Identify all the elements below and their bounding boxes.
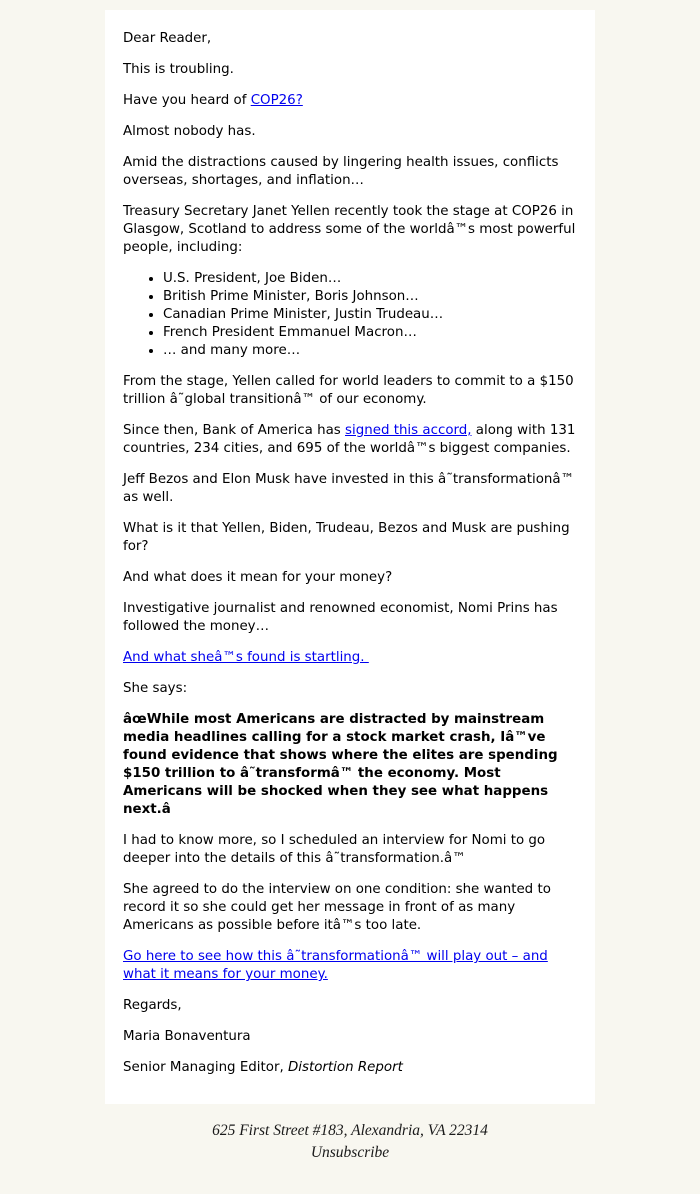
since-prefix-text: Since then, Bank of America has xyxy=(123,423,346,438)
signature-publication: Distortion Report xyxy=(287,1060,403,1075)
unsubscribe-link[interactable]: Unsubscribe xyxy=(310,1144,390,1161)
heard-prefix-text: Have you heard of xyxy=(123,93,251,108)
page-footer xyxy=(0,1120,700,1164)
list-item: • U.S. President, Joe Biden… xyxy=(163,270,577,288)
paragraph-go-here xyxy=(123,948,577,984)
paragraph-know-more: I had to know more, so I scheduled an interview for Nomi to go deeper into the details of this â˜transformation.â™ xyxy=(123,833,546,866)
go-here-link[interactable]: Go here to see how this â˜transformationâ™ will play out – and what it means for your money. xyxy=(123,949,548,982)
email-card xyxy=(105,10,595,1104)
signed-accord-link[interactable]: signed this accord, xyxy=(345,423,472,438)
paragraph-what-is-it: What is it that Yellen, Biden, Trudeau, Bezos and Musk are pushing for? xyxy=(123,521,570,554)
paragraph-amid: Amid the distractions caused by lingering health issues, conflicts overseas, shortages, and inflation… xyxy=(123,155,559,188)
footer-unsubscribe-row xyxy=(0,1142,700,1164)
paragraph-regards: Regards, xyxy=(123,998,182,1013)
paragraph-heard xyxy=(123,92,577,110)
list-item: • … and many more… xyxy=(163,342,577,360)
paragraph-what-mean: And what does it mean for your money? xyxy=(123,570,393,585)
list-item: • British Prime Minister, Boris Johnson… xyxy=(163,288,577,306)
cop26-link[interactable]: COP26? xyxy=(250,93,303,108)
list-item: • French President Emmanuel Macron… xyxy=(163,324,577,342)
paragraph-quote: âœWhile most Americans are distracted by mainstream media headlines calling for a stock market crash, Iâ™ve found evidence that shows where the elites are spending $150 trillion to â˜transformâ™ the economy. Most Americans will be shocked when they see what happens next.â xyxy=(123,712,558,817)
paragraph-treasury: Treasury Secretary Janet Yellen recently took the stage at COP26 in Glasgow, Scotland to address some of the worldâ™s most powerful people, including: xyxy=(123,204,576,255)
signature-title-prefix: Senior Managing Editor, xyxy=(123,1060,288,1075)
since-suffix-text: along with 131 countries, 234 cities, and 695 of the worldâ™s biggest companies. xyxy=(123,423,576,456)
leaders-list xyxy=(123,270,577,360)
startling-link[interactable]: And what sheâ™s found is startling. xyxy=(123,650,369,665)
paragraph-nobody: Almost nobody has. xyxy=(123,124,256,139)
paragraph-since xyxy=(123,422,577,458)
signature-block xyxy=(123,1028,577,1077)
footer-address: 625 First Street #183, Alexandria, VA 22314 xyxy=(212,1122,488,1139)
paragraph-from-stage: From the stage, Yellen called for world leaders to commit to a $150 trillion â˜global transitionâ™ of our economy. xyxy=(123,374,574,407)
paragraph-greeting: Dear Reader, xyxy=(123,31,212,46)
paragraph-she-says: She says: xyxy=(123,681,188,696)
paragraph-startling xyxy=(123,649,577,667)
list-item: • Canadian Prime Minister, Justin Trudeau… xyxy=(163,306,577,324)
signature-title xyxy=(123,1059,577,1077)
paragraph-investigative: Investigative journalist and renowned economist, Nomi Prins has followed the money… xyxy=(123,601,558,634)
paragraph-agreed: She agreed to do the interview on one condition: she wanted to record it so she could get her message in front of as many Americans as possible before itâ™s too late. xyxy=(123,882,551,933)
paragraph-troubling: This is troubling. xyxy=(123,62,234,77)
paragraph-bezos: Jeff Bezos and Elon Musk have invested in this â˜transformationâ™ as well. xyxy=(123,472,574,505)
signature-name: Maria Bonaventura xyxy=(123,1029,251,1044)
